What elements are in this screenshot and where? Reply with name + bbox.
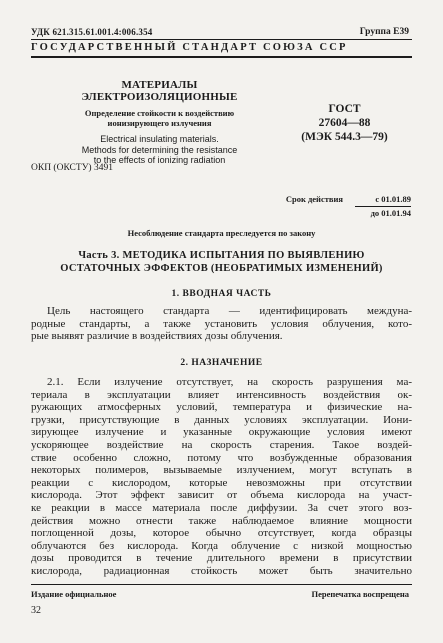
paragraph-line: грузки, присутствующие в данных условиях эксплуатации. Иони- [31, 413, 412, 426]
validity-to: до 01.01.94 [370, 208, 411, 218]
section-1-paragraph [31, 305, 412, 343]
title-ru-sub-line: ионизирующего излучения [107, 118, 212, 128]
reprint-notice: Перепечатка воспрещена [311, 589, 409, 599]
paragraph-line: некоторых полимеров, вызываемые излучением, могут вступать в [31, 464, 412, 477]
paragraph-line: зирующее излучение и указанные окружающие условия имеют [31, 426, 412, 439]
section-heading-purpose: 2. НАЗНАЧЕНИЕ [180, 358, 263, 368]
paragraph-line: дозы проводится в течение длительного времени в присутствии [31, 552, 412, 565]
section-heading-introduction: 1. ВВОДНАЯ ЧАСТЬ [171, 289, 272, 299]
paragraph-line: кислорода. Этот эффект зависит от объема кислорода на участ- [31, 489, 412, 502]
gost-label: ГОСТ [328, 103, 361, 115]
section-2-paragraph [31, 376, 412, 578]
paragraph-line: ке реакции в массе материала после диффузии. За счет этого воз- [31, 501, 412, 514]
paragraph-line: кислорода, радиационная стойкость может быть значительно [31, 564, 412, 577]
document-title [52, 79, 267, 166]
title-ru-sub-line: Определение стойкости к воздействию [84, 108, 235, 118]
footer-rule [31, 584, 412, 585]
paragraph-line: ствие особенно сложно, потому что возбужденные образования [31, 451, 412, 464]
part-title [0, 249, 443, 275]
group-code: Группа Е39 [359, 27, 409, 37]
title-en [52, 134, 267, 166]
title-ru-main: МАТЕРИАЛЫ ЭЛЕКТРОИЗОЛЯЦИОННЫЕ [81, 79, 238, 103]
header-rule [31, 56, 412, 58]
gost-designation [297, 102, 392, 144]
part-title-line: Часть 3. МЕТОДИКА ИСПЫТАНИЯ ПО ВЫЯВЛЕНИЮ [78, 250, 365, 261]
paragraph-line: облучаются без кислорода. Когда облучение с низкой мощностью [31, 539, 412, 552]
paragraph-line: Цель настоящего стандарта — идентифицировать междуна- [47, 305, 412, 317]
paragraph-line: 2.1. Если излучение отсутствует, на скорость разрушения ма- [47, 376, 412, 388]
paragraph-line: ускоряющее воздействие на скорость старения. Такое воздей- [31, 438, 412, 451]
validity-from: с 01.01.89 [355, 193, 411, 207]
paragraph-line: родные стандарты, а также установить условия облучения, кото- [31, 317, 412, 330]
edition-label: Издание официальное [31, 589, 117, 599]
title-ru-sub [52, 108, 267, 128]
paragraph-line: реакции с кислородом, которые невозможны при отсутствии [31, 476, 412, 489]
gost-number: 27604—88 [318, 117, 371, 129]
paragraph-line: поглощенной дозы, которое обычно отсутствует, когда образцы [31, 527, 412, 540]
page-number: 32 [31, 605, 41, 616]
udk-code: УДК 621.315.61.001.4:006.354 [31, 27, 153, 37]
title-en-line: to the effects of ionizing radiation [93, 155, 226, 165]
paragraph-line: рые выявят различие в воздействиях дозы облучения. [31, 330, 283, 343]
title-en-line: Electrical insulating materials. [100, 134, 219, 144]
part-title-line: ОСТАТОЧНЫХ ЭФФЕКТОВ (НЕОБРАТИМЫХ ИЗМЕНЕНИЙ) [60, 263, 383, 274]
top-rule [31, 39, 412, 40]
okp-code: ОКП (ОКСТУ) 3491 [31, 163, 113, 173]
paragraph-line: териала в эксплуатации влияет интенсивность воздействия ок- [31, 388, 412, 401]
standard-name: ГОСУДАРСТВЕННЫЙ СТАНДАРТ СОЮЗА ССР [31, 42, 348, 53]
title-en-line: Methods for determining the resistance [81, 144, 238, 155]
legal-notice: Несоблюдение стандарта преследуется по закону [127, 228, 316, 238]
validity-label: Срок действия [285, 194, 343, 205]
validity-block [286, 193, 411, 220]
paragraph-line: действия можно отнести также наблюдаемое влияние мощности [31, 514, 412, 527]
paragraph-line: ружающих атмосферных условий, температура и физические на- [31, 401, 412, 414]
iec-number: (МЭК 544.3—79) [301, 131, 388, 143]
